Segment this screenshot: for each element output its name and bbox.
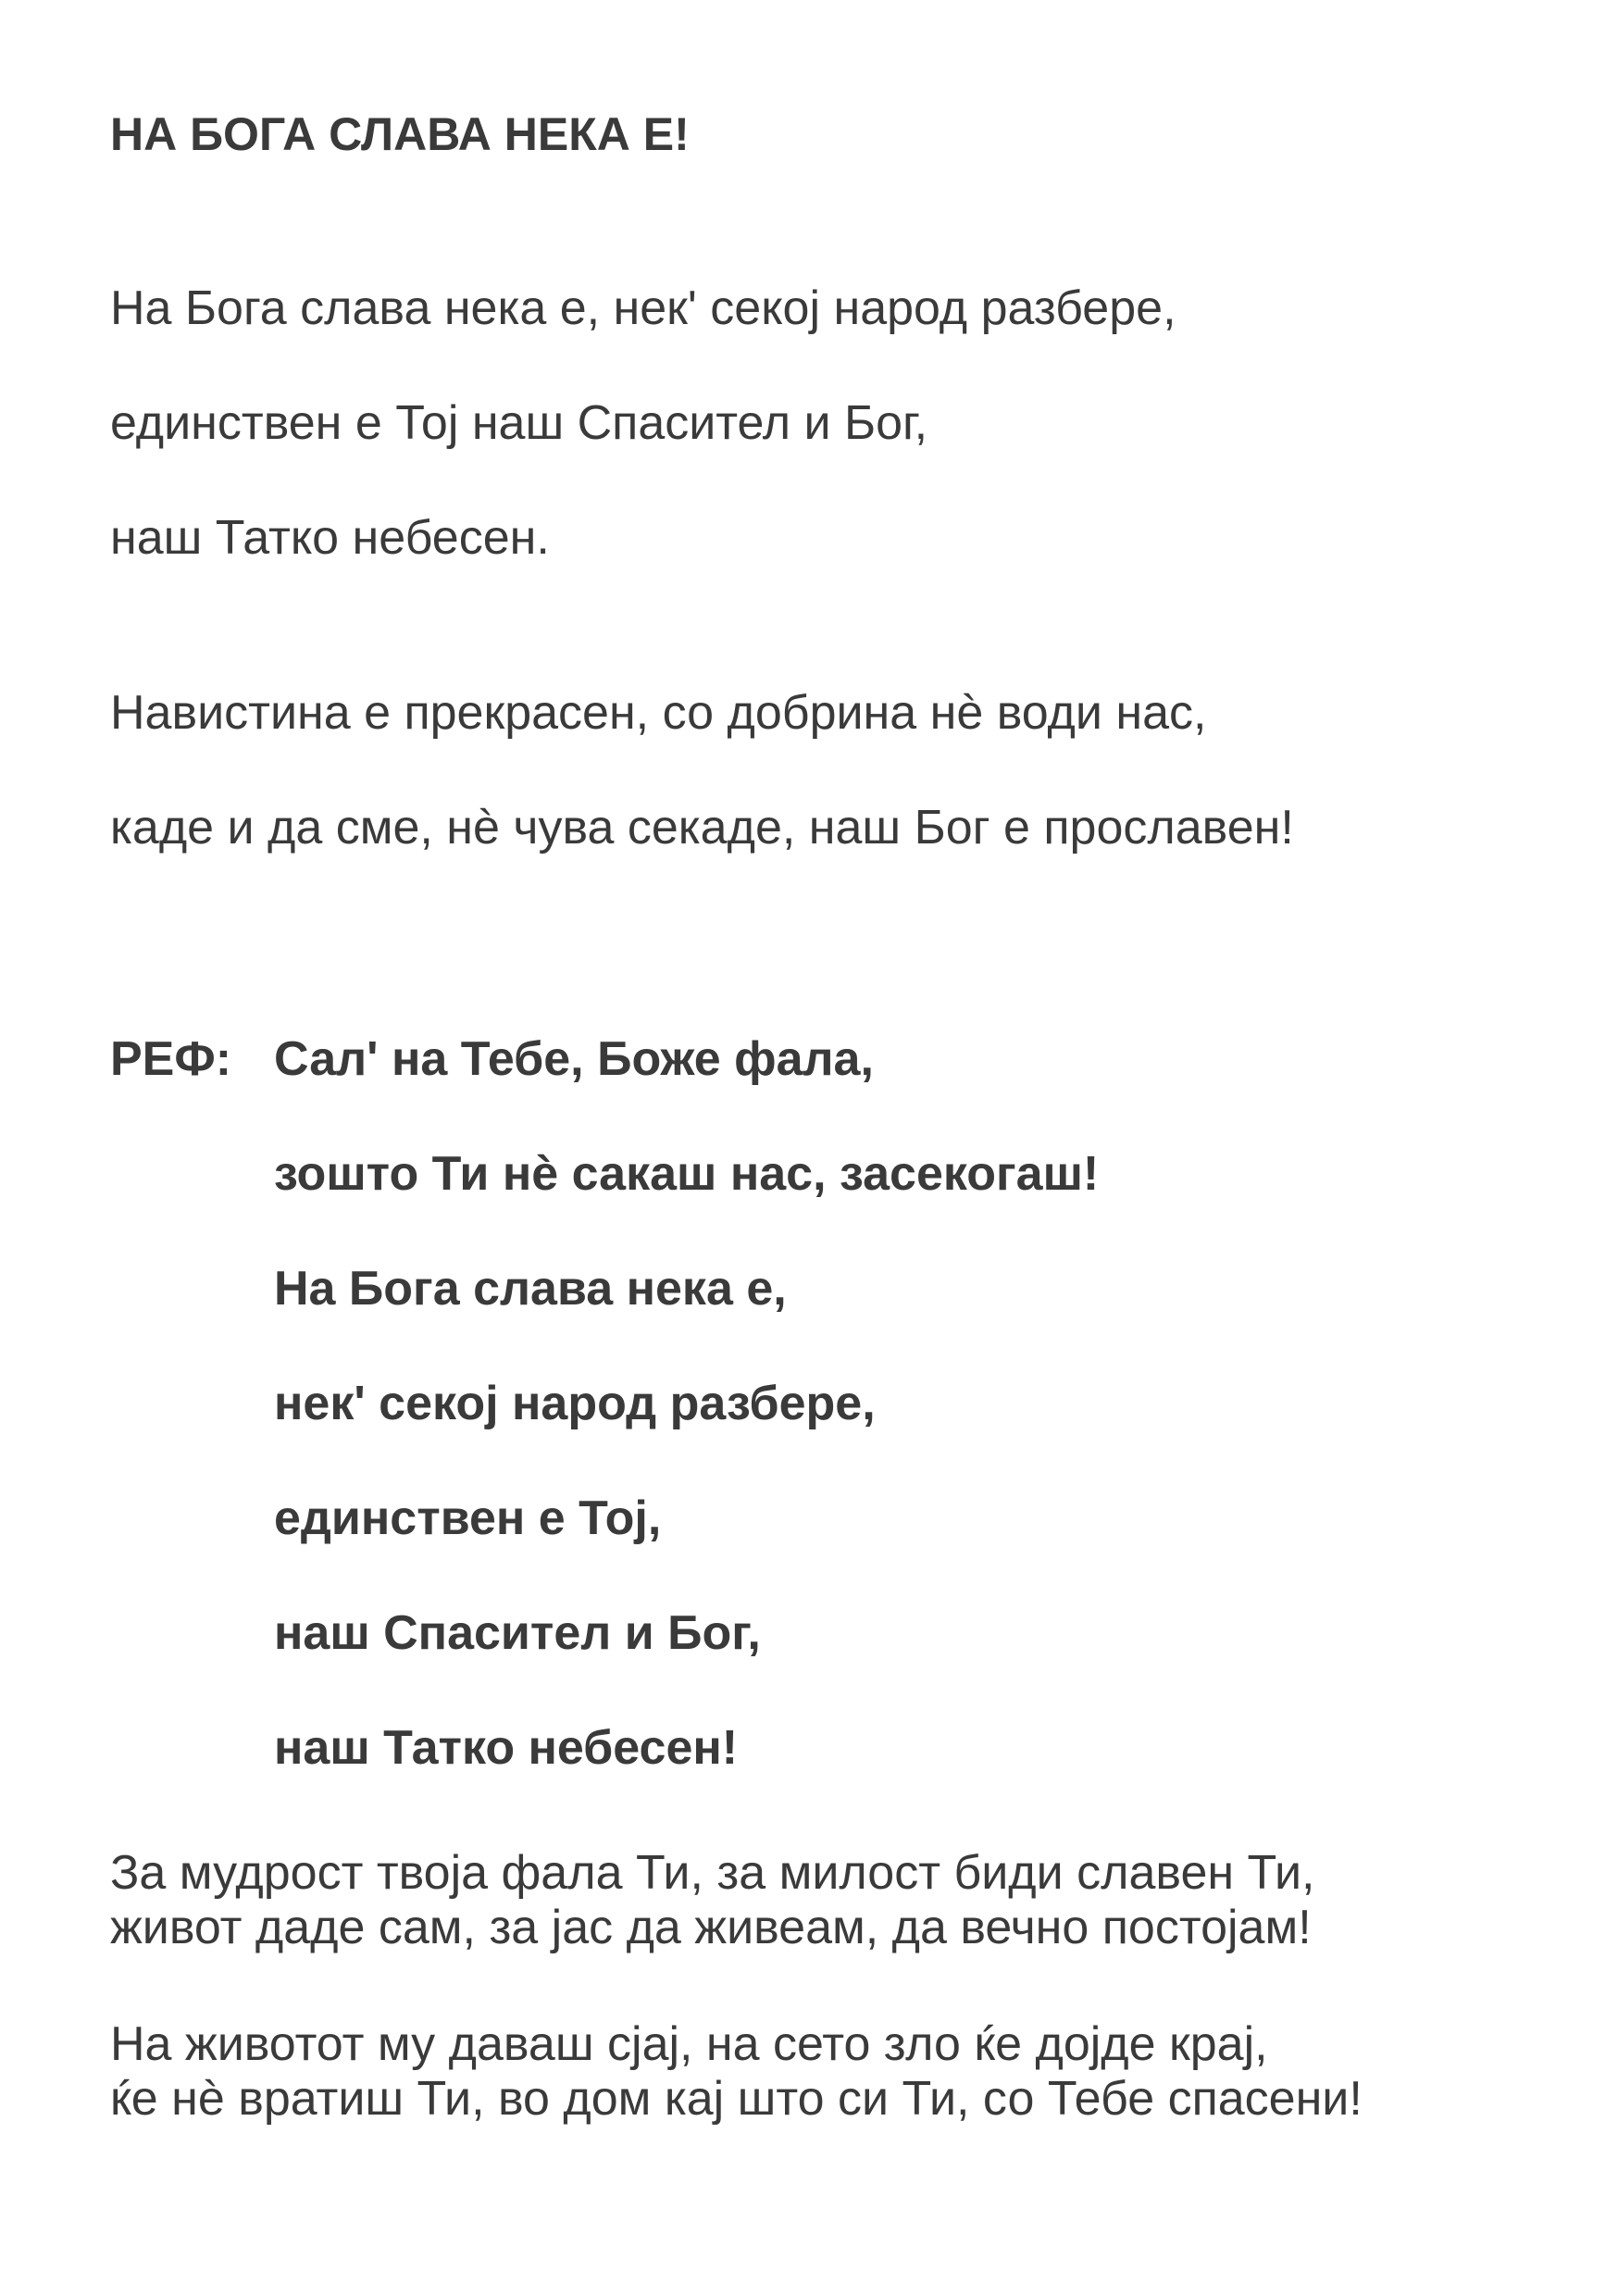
verse-1-line-1: На Бога слава нека е, нек' секој народ разбере, [110,281,1176,335]
verse-1-line-2: единствен е Тој наш Спасител и Бог, [110,396,928,450]
chorus-line-2: зошто Ти нѐ сакаш нас, засекогаш! [274,1147,1100,1201]
song-title: НА БОГА СЛАВА НЕКА Е! [110,108,690,160]
verse-4-line-2: ќе нѐ вратиш Ти, во дом кај што си Ти, со Тебе спасени! [110,2072,1363,2126]
chorus-line-3: На Бога слава нека е, [274,1262,787,1316]
chorus-label: РЕФ: [110,1032,232,1086]
chorus-line-4: нек' секој народ разбере, [274,1377,876,1430]
chorus-line-1: Сал' на Тебе, Боже фала, [274,1032,874,1086]
verse-3-line-1: За мудрост твоја фала Ти, за милост биди славен Ти, [110,1846,1315,1900]
verse-2-line-1: Навистина е прекрасен, со добрина нѐ води нас, [110,686,1207,740]
chorus-line-7: наш Татко небесен! [274,1721,739,1775]
verse-2-line-2: каде и да сме, нѐ чува секаде, наш Бог е прославен! [110,801,1294,855]
chorus-line-6: наш Спасител и Бог, [274,1606,761,1660]
verse-3-line-2: живот даде сам, за јас да живеам, да вечно постојам! [110,1901,1312,1954]
verse-1-line-3: наш Татко небесен. [110,511,550,565]
chorus-line-5: единствен е Тој, [274,1491,662,1545]
verse-4-line-1: На животот му даваш сјај, на сето зло ќе дојде крај, [110,2017,1268,2071]
